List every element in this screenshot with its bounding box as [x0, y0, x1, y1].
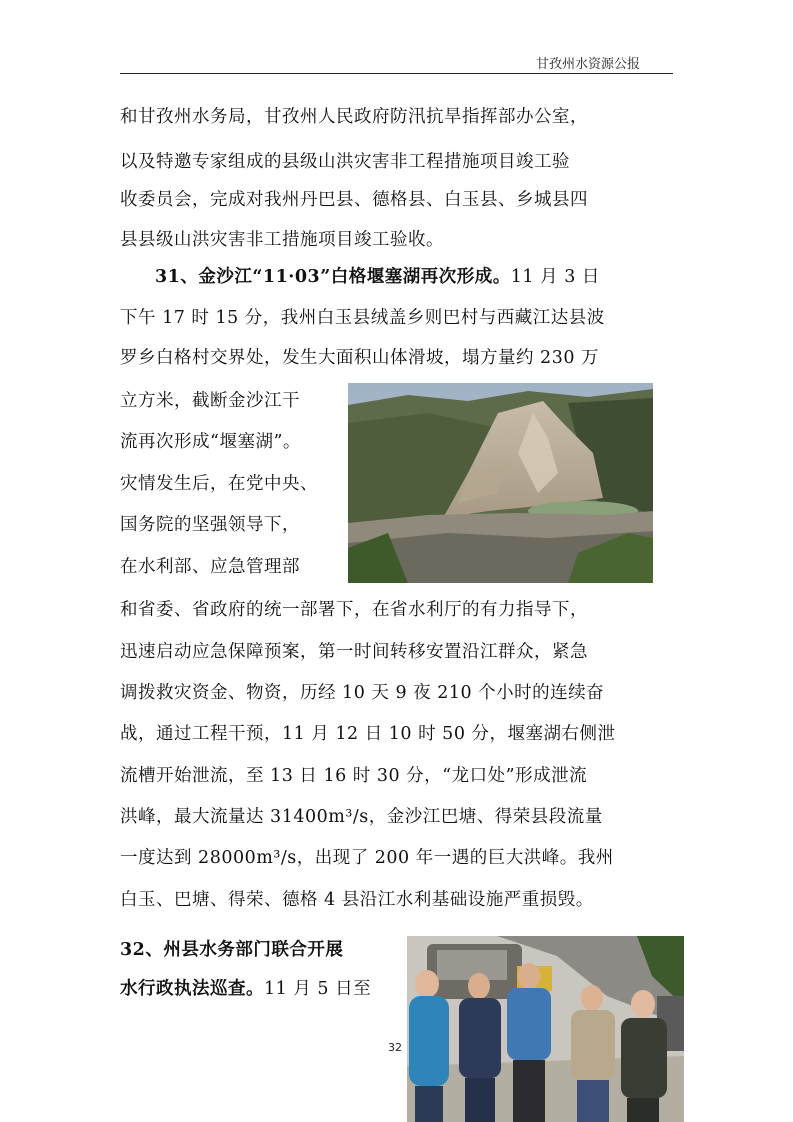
- text-line: 战，通过工程干预，11 月 12 日 10 时 50 分，堰塞湖右侧泄: [120, 724, 616, 744]
- item32-heading-tail: 11 月 5 日至: [264, 979, 372, 999]
- inspection-photo-drawing: [407, 936, 684, 1122]
- text-line: 罗乡白格村交界处，发生大面积山体滑坡，塌方量约 230 万: [120, 348, 600, 368]
- text-line: 县县级山洪灾害非工措施项目竣工验收。: [120, 230, 444, 250]
- item32-second-line: [120, 977, 371, 1001]
- landslide-photo-drawing: [348, 383, 653, 583]
- header-title: 甘孜州水资源公报: [536, 57, 641, 72]
- text-line: 国务院的坚强领导下，: [120, 515, 300, 535]
- item31-heading: 31、金沙江“11·03”白格堰塞湖再次形成。: [155, 267, 511, 287]
- landslide-photo: [348, 383, 653, 583]
- page-number: 32: [388, 1041, 402, 1054]
- text-line: 收委员会，完成对我州丹巴县、德格县、白玉县、乡城县四: [120, 190, 588, 210]
- text-line: 和省委、省政府的统一部署下，在省水利厅的有力指导下，: [120, 600, 588, 620]
- item31-heading-tail: 11 月 3 日: [510, 267, 600, 287]
- item32-heading-line2: 水行政执法巡查。: [120, 979, 264, 999]
- item32-heading-line1: 32、州县水务部门联合开展: [120, 940, 344, 960]
- text-line: 洪峰，最大流量达 31400m³/s，金沙江巴塘、得荣县段流量: [120, 807, 603, 827]
- text-line: 白玉、巴塘、得荣、德格 4 县沿江水利基础设施严重损毁。: [120, 890, 594, 910]
- text-line: 一度达到 28000m³/s，出现了 200 年一遇的巨大洪峰。我州: [120, 848, 614, 868]
- text-line: 立方米，截断金沙江干: [120, 391, 300, 411]
- text-line: 流再次形成“堰塞湖”。: [120, 432, 301, 452]
- inspection-photo: [407, 936, 684, 1122]
- text-line: 迅速启动应急保障预案，第一时间转移安置沿江群众，紧急: [120, 642, 588, 662]
- text-line: 调拨救灾资金、物资，历经 10 天 9 夜 210 个小时的连续奋: [120, 683, 605, 703]
- text-line: 在水利部、应急管理部: [120, 557, 300, 577]
- item31-first-line: [155, 265, 600, 289]
- text-line: 和甘孜州水务局，甘孜州人民政府防汛抗旱指挥部办公室，: [120, 107, 588, 127]
- text-line: 流槽开始泄流，至 13 日 16 时 30 分，“龙口处”形成泄流: [120, 766, 588, 786]
- text-line: 以及特邀专家组成的县级山洪灾害非工程措施项目竣工验: [120, 152, 570, 172]
- text-line: 灾情发生后，在党中央、: [120, 474, 318, 494]
- header-rule: [120, 73, 673, 74]
- text-line: 下午 17 时 15 分，我州白玉县绒盖乡则巴村与西藏江达县波: [120, 308, 605, 328]
